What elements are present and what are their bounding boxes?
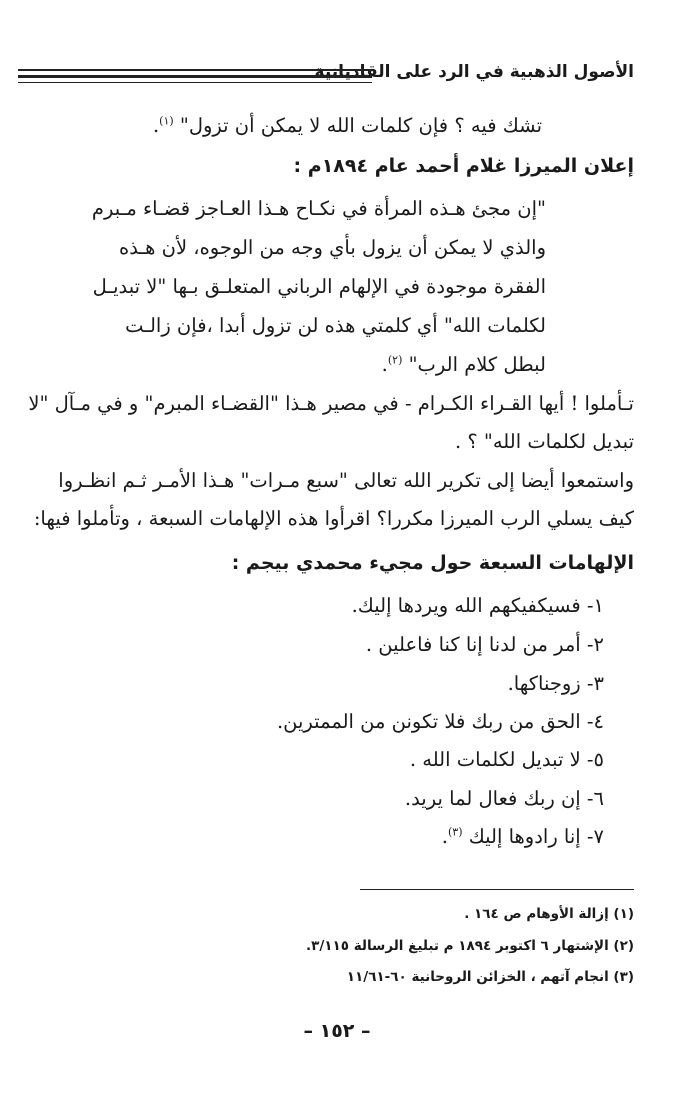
quote-line <box>382 353 546 376</box>
header-rule <box>18 75 372 78</box>
list-item <box>442 825 604 848</box>
paragraph-line: كيف يسلي الرب الميرزا مكررا؟ اقرأوا هذه الإلهامات السبعة ، وتأملوا فيها: <box>33 507 634 530</box>
list-item: ٥- لا تبديل لكلمات الله . <box>409 748 604 771</box>
list-item: ٢- أمر من لدنا إنا كنا فاعلين . <box>365 633 604 656</box>
section-heading: إعلان الميرزا غلام أحمد عام ١٨٩٤م : <box>293 155 634 177</box>
footnote: (١) إزالة الأوهام ص ١٦٤ . <box>464 906 634 922</box>
paragraph-text: تشك فيه ؟ فإن كلمات الله لا يمكن أن تزول" <box>179 114 542 137</box>
footnote-ref: (١) <box>159 114 174 128</box>
list-item-text: ٧- إنا رادوها إليك <box>468 825 604 848</box>
running-header <box>18 56 634 96</box>
header-title: الأصول الذهبية في الرد على القاديانية <box>314 62 634 82</box>
list-item: ٣- زوجناكها. <box>507 672 604 695</box>
paragraph-line: تـأملوا ! أيها القـراء الكـرام - في مصير هـذا "القضـاء المبرم" و في مـآل "لا <box>28 392 634 415</box>
list-item: ١- فسيكفيكهم الله ويردها إليك. <box>351 594 604 617</box>
section-heading: الإلهامات السبعة حول مجيء محمدي بيجم : <box>231 552 634 574</box>
quote-line: والذي لا يمكن أن يزول بأي وجه من الوجوه، لأن هـذه <box>118 236 546 259</box>
footnote: (٢) الإشتهار ٦ اكتوبر ١٨٩٤ م تبليغ الرسالة ٣/١١٥. <box>305 938 634 954</box>
punctuation: . <box>441 825 448 848</box>
quote-line: لكلمات الله" أي كلمتي هذه لن تزول أبدا ،فإن زالـت <box>125 314 546 337</box>
header-rule <box>18 82 372 83</box>
paragraph-line: تبديل لكلمات الله" ؟ . <box>454 430 634 453</box>
list-item: ٤- الحق من ربك فلا تكونن من الممترين. <box>276 710 604 733</box>
quote-text: لبطل كلام الرب" <box>408 353 546 376</box>
paragraph-line <box>153 114 542 137</box>
quote-line: "إن مجئ هـذه المرأة في نكـاح هـذا العـاجز قضـاء مـبرم <box>91 197 546 220</box>
header-rule <box>18 69 372 71</box>
paragraph-line: واستمعوا أيضا إلى تكرير الله تعالى "سبع مـرات" هـذا الأمـر ثـم انظـروا <box>58 469 634 492</box>
punctuation: . <box>381 353 388 376</box>
quote-line: الفقرة موجودة في الإلهام الرباني المتعلـق بـها "لا تبديـل <box>92 275 546 298</box>
footnote-separator <box>360 889 634 890</box>
footnote-ref: (٢) <box>387 353 403 367</box>
page-number: – ١٥٢ – <box>303 1020 371 1042</box>
footnote-ref: (٣) <box>447 825 463 839</box>
footnote: (٣) انجام آتهم ، الخزائن الروحانية ٦٠-١١/٦١ <box>346 969 634 985</box>
list-item: ٦- إن ربك فعال لما يريد. <box>404 787 604 810</box>
punctuation: . <box>152 114 160 137</box>
